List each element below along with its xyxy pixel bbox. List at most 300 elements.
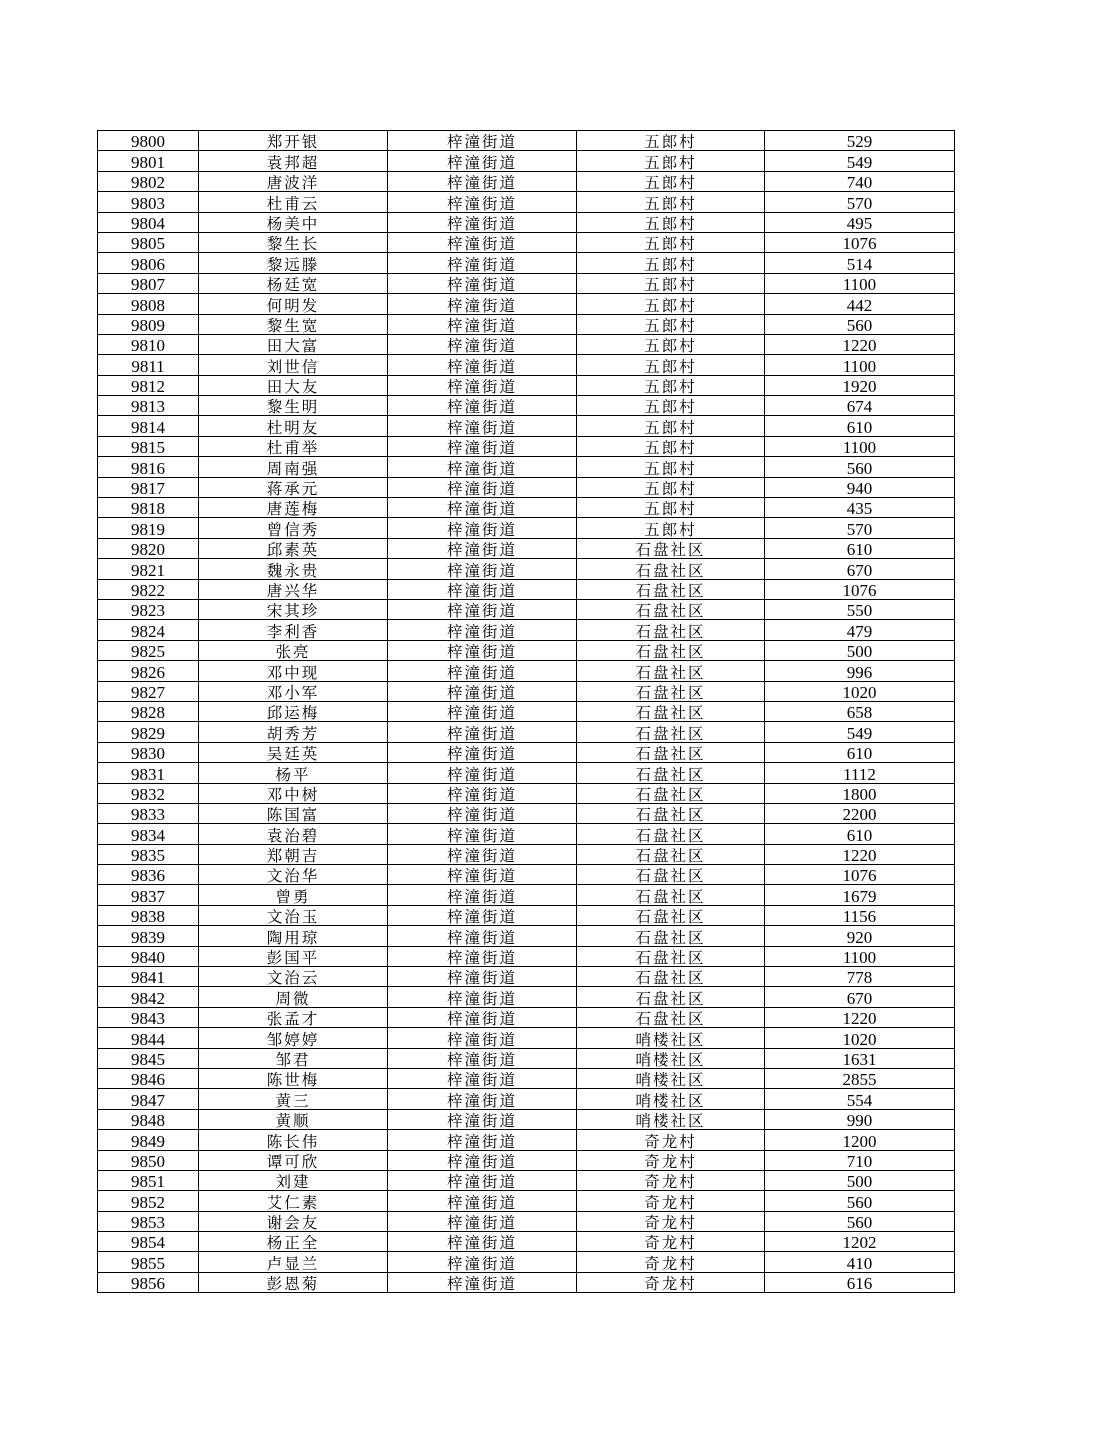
table-row [98,742,955,762]
amount-cell: 479 [765,620,955,640]
table-row [98,436,955,456]
name-cell: 唐兴华 [199,579,388,599]
village-cell: 五郎村 [577,212,765,232]
name-cell: 陈国富 [199,803,388,823]
amount-cell: 1920 [765,375,955,395]
table-row [98,824,955,844]
name-cell: 唐波洋 [199,171,388,191]
village-cell: 石盘社区 [577,661,765,681]
table-row [98,681,955,701]
village-cell: 石盘社区 [577,599,765,619]
row-number-cell: 9813 [98,396,199,416]
row-number-cell: 9850 [98,1150,199,1170]
table-row [98,334,955,354]
name-cell: 何明发 [199,294,388,314]
table-row [98,763,955,783]
amount-cell: 674 [765,396,955,416]
village-cell: 五郎村 [577,171,765,191]
name-cell: 杜明友 [199,416,388,436]
amount-cell: 549 [765,722,955,742]
street-cell: 梓潼街道 [388,232,577,252]
village-cell: 石盘社区 [577,803,765,823]
village-cell: 奇龙村 [577,1191,765,1211]
table-row [98,1211,955,1231]
street-cell: 梓潼街道 [388,844,577,864]
name-cell: 邓小军 [199,681,388,701]
village-cell: 石盘社区 [577,742,765,762]
row-number-cell: 9802 [98,171,199,191]
row-number-cell: 9829 [98,722,199,742]
name-cell: 田大友 [199,375,388,395]
row-number-cell: 9855 [98,1252,199,1272]
row-number-cell: 9815 [98,436,199,456]
name-cell: 袁治碧 [199,824,388,844]
street-cell: 梓潼街道 [388,742,577,762]
roster-table [97,130,955,1293]
row-number-cell: 9833 [98,803,199,823]
village-cell: 石盘社区 [577,926,765,946]
name-cell: 文治玉 [199,905,388,925]
name-cell: 杜甫云 [199,192,388,212]
row-number-cell: 9841 [98,967,199,987]
street-cell: 梓潼街道 [388,824,577,844]
table-row [98,232,955,252]
village-cell: 奇龙村 [577,1272,765,1292]
street-cell: 梓潼街道 [388,1191,577,1211]
table-row [98,599,955,619]
village-cell: 奇龙村 [577,1211,765,1231]
amount-cell: 920 [765,926,955,946]
amount-cell: 740 [765,171,955,191]
street-cell: 梓潼街道 [388,396,577,416]
row-number-cell: 9827 [98,681,199,701]
table-row [98,131,955,151]
table-row [98,844,955,864]
street-cell: 梓潼街道 [388,1211,577,1231]
amount-cell: 1076 [765,232,955,252]
street-cell: 梓潼街道 [388,987,577,1007]
row-number-cell: 9848 [98,1109,199,1129]
street-cell: 梓潼街道 [388,498,577,518]
table-row [98,212,955,232]
village-cell: 五郎村 [577,396,765,416]
table-row [98,579,955,599]
table-row [98,1089,955,1109]
street-cell: 梓潼街道 [388,1232,577,1252]
village-cell: 石盘社区 [577,1007,765,1027]
table-row [98,1252,955,1272]
row-number-cell: 9836 [98,865,199,885]
village-cell: 哨楼社区 [577,1068,765,1088]
row-number-cell: 9817 [98,477,199,497]
amount-cell: 670 [765,987,955,1007]
name-cell: 杨平 [199,763,388,783]
name-cell: 邓中现 [199,661,388,681]
table-row [98,273,955,293]
table-row [98,967,955,987]
row-number-cell: 9822 [98,579,199,599]
row-number-cell: 9819 [98,518,199,538]
row-number-cell: 9839 [98,926,199,946]
name-cell: 邹君 [199,1048,388,1068]
table-row [98,865,955,885]
table-row [98,1191,955,1211]
village-cell: 哨楼社区 [577,1089,765,1109]
table-row [98,946,955,966]
village-cell: 奇龙村 [577,1232,765,1252]
row-number-cell: 9835 [98,844,199,864]
row-number-cell: 9818 [98,498,199,518]
row-number-cell: 9805 [98,232,199,252]
row-number-cell: 9825 [98,640,199,660]
amount-cell: 710 [765,1150,955,1170]
village-cell: 石盘社区 [577,559,765,579]
name-cell: 杨正全 [199,1232,388,1252]
table-row [98,294,955,314]
street-cell: 梓潼街道 [388,681,577,701]
village-cell: 五郎村 [577,457,765,477]
amount-cell: 570 [765,518,955,538]
table-row [98,701,955,721]
village-cell: 奇龙村 [577,1150,765,1170]
street-cell: 梓潼街道 [388,1272,577,1292]
street-cell: 梓潼街道 [388,1007,577,1027]
row-number-cell: 9801 [98,151,199,171]
name-cell: 邓中树 [199,783,388,803]
row-number-cell: 9823 [98,599,199,619]
village-cell: 奇龙村 [577,1130,765,1150]
street-cell: 梓潼街道 [388,457,577,477]
table-row [98,1150,955,1170]
table-row [98,1232,955,1252]
amount-cell: 1100 [765,273,955,293]
amount-cell: 610 [765,742,955,762]
table-row [98,375,955,395]
village-cell: 石盘社区 [577,885,765,905]
table-row [98,1170,955,1190]
table-row [98,803,955,823]
street-cell: 梓潼街道 [388,212,577,232]
name-cell: 杨廷宽 [199,273,388,293]
table-row [98,518,955,538]
row-number-cell: 9856 [98,1272,199,1292]
village-cell: 石盘社区 [577,946,765,966]
village-cell: 五郎村 [577,477,765,497]
village-cell: 五郎村 [577,498,765,518]
street-cell: 梓潼街道 [388,294,577,314]
street-cell: 梓潼街道 [388,946,577,966]
village-cell: 石盘社区 [577,783,765,803]
amount-cell: 1202 [765,1232,955,1252]
amount-cell: 1100 [765,436,955,456]
name-cell: 胡秀芳 [199,722,388,742]
row-number-cell: 9849 [98,1130,199,1150]
row-number-cell: 9837 [98,885,199,905]
street-cell: 梓潼街道 [388,1068,577,1088]
name-cell: 黎远滕 [199,253,388,273]
table-row [98,171,955,191]
row-number-cell: 9808 [98,294,199,314]
village-cell: 哨楼社区 [577,1048,765,1068]
name-cell: 刘世信 [199,355,388,375]
village-cell: 石盘社区 [577,967,765,987]
row-number-cell: 9852 [98,1191,199,1211]
village-cell: 五郎村 [577,151,765,171]
village-cell: 奇龙村 [577,1170,765,1190]
village-cell: 五郎村 [577,334,765,354]
amount-cell: 554 [765,1089,955,1109]
street-cell: 梓潼街道 [388,518,577,538]
amount-cell: 616 [765,1272,955,1292]
amount-cell: 610 [765,416,955,436]
amount-cell: 778 [765,967,955,987]
street-cell: 梓潼街道 [388,1170,577,1190]
table-row [98,905,955,925]
amount-cell: 1020 [765,681,955,701]
street-cell: 梓潼街道 [388,865,577,885]
amount-cell: 1020 [765,1028,955,1048]
row-number-cell: 9840 [98,946,199,966]
village-cell: 石盘社区 [577,865,765,885]
village-cell: 石盘社区 [577,579,765,599]
row-number-cell: 9814 [98,416,199,436]
street-cell: 梓潼街道 [388,375,577,395]
name-cell: 文治华 [199,865,388,885]
name-cell: 邱运梅 [199,701,388,721]
amount-cell: 550 [765,599,955,619]
village-cell: 石盘社区 [577,538,765,558]
amount-cell: 1100 [765,946,955,966]
street-cell: 梓潼街道 [388,334,577,354]
street-cell: 梓潼街道 [388,559,577,579]
village-cell: 石盘社区 [577,640,765,660]
table-row [98,1068,955,1088]
amount-cell: 610 [765,538,955,558]
table-row [98,885,955,905]
village-cell: 奇龙村 [577,1252,765,1272]
amount-cell: 560 [765,457,955,477]
row-number-cell: 9846 [98,1068,199,1088]
name-cell: 彭国平 [199,946,388,966]
name-cell: 周南强 [199,457,388,477]
name-cell: 黎生宽 [199,314,388,334]
street-cell: 梓潼街道 [388,905,577,925]
row-number-cell: 9845 [98,1048,199,1068]
name-cell: 刘建 [199,1170,388,1190]
amount-cell: 1156 [765,905,955,925]
amount-cell: 1800 [765,783,955,803]
table-row [98,498,955,518]
village-cell: 五郎村 [577,375,765,395]
village-cell: 石盘社区 [577,905,765,925]
name-cell: 杨美中 [199,212,388,232]
amount-cell: 1220 [765,334,955,354]
street-cell: 梓潼街道 [388,599,577,619]
row-number-cell: 9812 [98,375,199,395]
name-cell: 彭恩菊 [199,1272,388,1292]
street-cell: 梓潼街道 [388,1089,577,1109]
village-cell: 五郎村 [577,253,765,273]
street-cell: 梓潼街道 [388,722,577,742]
table-row [98,477,955,497]
name-cell: 郑朝吉 [199,844,388,864]
row-number-cell: 9810 [98,334,199,354]
amount-cell: 1220 [765,844,955,864]
name-cell: 陶用琼 [199,926,388,946]
row-number-cell: 9811 [98,355,199,375]
table-row [98,783,955,803]
amount-cell: 1076 [765,865,955,885]
name-cell: 宋其珍 [199,599,388,619]
row-number-cell: 9806 [98,253,199,273]
village-cell: 石盘社区 [577,620,765,640]
name-cell: 魏永贵 [199,559,388,579]
street-cell: 梓潼街道 [388,314,577,334]
village-cell: 五郎村 [577,294,765,314]
amount-cell: 560 [765,1211,955,1231]
row-number-cell: 9834 [98,824,199,844]
name-cell: 文治云 [199,967,388,987]
amount-cell: 442 [765,294,955,314]
amount-cell: 996 [765,661,955,681]
amount-cell: 500 [765,1170,955,1190]
amount-cell: 940 [765,477,955,497]
amount-cell: 990 [765,1109,955,1129]
amount-cell: 1631 [765,1048,955,1068]
table-row [98,355,955,375]
amount-cell: 560 [765,1191,955,1211]
village-cell: 五郎村 [577,232,765,252]
row-number-cell: 9854 [98,1232,199,1252]
name-cell: 谢会友 [199,1211,388,1231]
street-cell: 梓潼街道 [388,1150,577,1170]
name-cell: 卢显兰 [199,1252,388,1272]
row-number-cell: 9842 [98,987,199,1007]
table-row [98,1109,955,1129]
row-number-cell: 9820 [98,538,199,558]
name-cell: 张孟才 [199,1007,388,1027]
village-cell: 石盘社区 [577,681,765,701]
street-cell: 梓潼街道 [388,131,577,151]
table-row [98,416,955,436]
table-row [98,1007,955,1027]
name-cell: 蒋承元 [199,477,388,497]
table-row [98,396,955,416]
table-row [98,722,955,742]
village-cell: 石盘社区 [577,722,765,742]
name-cell: 张亮 [199,640,388,660]
amount-cell: 658 [765,701,955,721]
street-cell: 梓潼街道 [388,436,577,456]
village-cell: 石盘社区 [577,763,765,783]
amount-cell: 495 [765,212,955,232]
village-cell: 五郎村 [577,131,765,151]
amount-cell: 410 [765,1252,955,1272]
row-number-cell: 9851 [98,1170,199,1190]
name-cell: 郑开银 [199,131,388,151]
table-row [98,253,955,273]
amount-cell: 1076 [765,579,955,599]
row-number-cell: 9853 [98,1211,199,1231]
row-number-cell: 9816 [98,457,199,477]
street-cell: 梓潼街道 [388,1130,577,1150]
amount-cell: 2200 [765,803,955,823]
amount-cell: 500 [765,640,955,660]
table-row [98,151,955,171]
street-cell: 梓潼街道 [388,253,577,273]
amount-cell: 670 [765,559,955,579]
name-cell: 黎生长 [199,232,388,252]
row-number-cell: 9800 [98,131,199,151]
street-cell: 梓潼街道 [388,1109,577,1129]
row-number-cell: 9804 [98,212,199,232]
table-row [98,1048,955,1068]
street-cell: 梓潼街道 [388,273,577,293]
street-cell: 梓潼街道 [388,151,577,171]
table-row [98,559,955,579]
amount-cell: 1100 [765,355,955,375]
street-cell: 梓潼街道 [388,803,577,823]
village-cell: 五郎村 [577,416,765,436]
name-cell: 曾信秀 [199,518,388,538]
name-cell: 杜甫举 [199,436,388,456]
name-cell: 田大富 [199,334,388,354]
street-cell: 梓潼街道 [388,538,577,558]
village-cell: 石盘社区 [577,987,765,1007]
village-cell: 哨楼社区 [577,1109,765,1129]
amount-cell: 560 [765,314,955,334]
name-cell: 黎生明 [199,396,388,416]
table-row [98,987,955,1007]
village-cell: 五郎村 [577,192,765,212]
street-cell: 梓潼街道 [388,355,577,375]
row-number-cell: 9832 [98,783,199,803]
table-row [98,620,955,640]
table-row [98,314,955,334]
street-cell: 梓潼街道 [388,416,577,436]
name-cell: 曾勇 [199,885,388,905]
street-cell: 梓潼街道 [388,1048,577,1068]
street-cell: 梓潼街道 [388,967,577,987]
village-cell: 五郎村 [577,518,765,538]
table-row [98,192,955,212]
street-cell: 梓潼街道 [388,640,577,660]
amount-cell: 1112 [765,763,955,783]
street-cell: 梓潼街道 [388,1028,577,1048]
amount-cell: 529 [765,131,955,151]
row-number-cell: 9809 [98,314,199,334]
amount-cell: 435 [765,498,955,518]
street-cell: 梓潼街道 [388,701,577,721]
row-number-cell: 9824 [98,620,199,640]
street-cell: 梓潼街道 [388,926,577,946]
table-row [98,1028,955,1048]
row-number-cell: 9807 [98,273,199,293]
name-cell: 唐莲梅 [199,498,388,518]
table-row [98,661,955,681]
amount-cell: 514 [765,253,955,273]
row-number-cell: 9843 [98,1007,199,1027]
amount-cell: 1220 [765,1007,955,1027]
street-cell: 梓潼街道 [388,171,577,191]
amount-cell: 610 [765,824,955,844]
street-cell: 梓潼街道 [388,620,577,640]
name-cell: 陈长伟 [199,1130,388,1150]
village-cell: 石盘社区 [577,844,765,864]
name-cell: 谭可欣 [199,1150,388,1170]
name-cell: 袁邦超 [199,151,388,171]
table-row [98,1272,955,1292]
